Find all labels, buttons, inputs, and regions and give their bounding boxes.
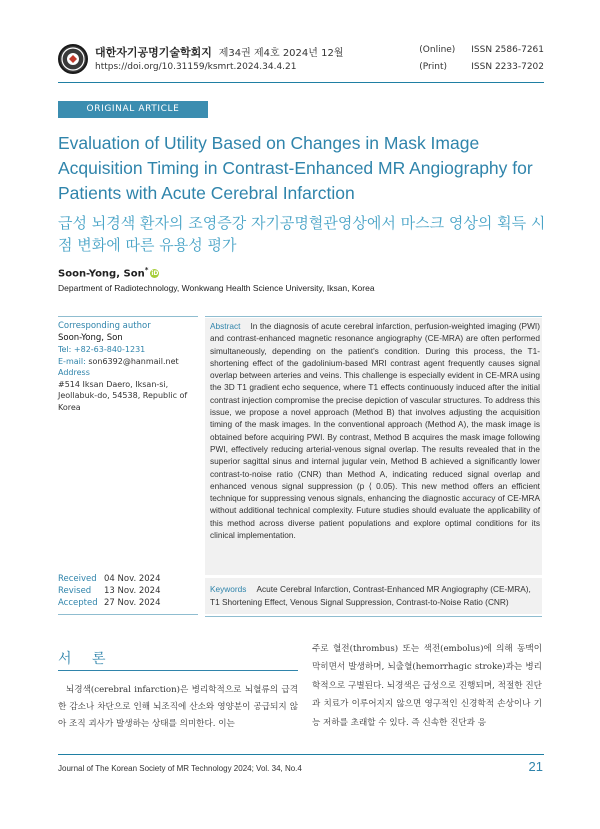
- society-logo: [58, 44, 88, 74]
- date-revised: [58, 585, 160, 597]
- issn-print-tag: (Print): [419, 62, 447, 72]
- header-divider: [58, 82, 544, 83]
- date-received: [58, 573, 160, 585]
- correspondence-heading: Corresponding author: [58, 321, 151, 331]
- page-number: 21: [528, 759, 543, 774]
- keywords-text: Acute Cerebral Infarction, Contrast-Enhanced MR Angiography (CE-MRA), T1 Shortening Effect, Venous Signal Suppression, Contrast-to-Noise Ratio (CNR): [210, 584, 531, 607]
- date-value: 13 Nov. 2024: [104, 586, 161, 596]
- email-value[interactable]: son6392@hanmail.net: [88, 356, 179, 366]
- author-name: Soon-Yong, Son: [58, 268, 145, 280]
- footer-divider: [58, 754, 544, 755]
- abstract-text: In the diagnosis of acute cerebral infarction, perfusion-weighted imaging (PWI) and contrast-enhanced magnetic resonance angiography (CE-MRA) are often performed simultaneously, depending on the patient's condition. During this process, the T1-shortening effect of the gadolinium-based MRI contrast agent frequently causes signal overlap between arteries and veins. This challenge is especially evident in CE-MRA using the 3D T1 gradient echo sequence, where T1 effects continuously induced after the initial contrast injection compromise the precise depiction of vascular structures. To address this issue, we propose a novel approach (Method B) that involves adjusting the acquisition timing of the mask images. In the conventional approach (Method A), the mask image is obtained before acquiring PWI. By contrast, Method B acquires the mask image following PWI, effectively reducing arterial-venous signal overlap. The results revealed that in the superior sagittal sinus and internal jugular vein, Method B achieved a significantly lower contrast-to-noise ratio (CNR) than Method A, indicating reduced signal overlap and enhanced venous signal suppression (p ⟨ 0.05). This new method offers an efficient technique for suppressing venous signals, enhancing the diagnostic accuracy of CE-MRA without additional technical complexity. Future studies should evaluate the applicability of this method across diverse patient populations and explore optimal conditions for its clinical implementation.: [210, 321, 540, 541]
- volume-info: 제34권 제4호 2024년 12월: [218, 48, 344, 59]
- correspondence-block: [58, 321, 196, 413]
- date-label: Received: [58, 574, 97, 584]
- date-value: 27 Nov. 2024: [104, 598, 161, 608]
- side-divider-top: [58, 316, 198, 317]
- corresponding-mark: *: [144, 266, 149, 274]
- correspondence-name: Soon-Yong, Son: [58, 332, 123, 343]
- keywords: [210, 583, 540, 608]
- abstract-divider-top: [205, 316, 542, 317]
- society-logo-icon: [60, 46, 86, 72]
- section-heading: 서 론: [58, 651, 114, 667]
- author-line: [58, 266, 159, 279]
- issn-online-tag: (Online): [419, 45, 456, 55]
- doi-link[interactable]: https://doi.org/10.31159/ksmrt.2024.34.4.21: [95, 62, 297, 72]
- date-label: Revised: [58, 586, 92, 596]
- journal-name: 대한자기공명기술학회지: [95, 46, 212, 59]
- keywords-heading: Keywords: [210, 584, 247, 594]
- abstract: [210, 320, 540, 541]
- abstract-divider-bottom: [205, 616, 542, 617]
- email-label: E-mail:: [58, 356, 86, 366]
- address-value: #514 Iksan Daero, Iksan-si, Jeollabuk-do, 54538, Republic of Korea: [58, 379, 188, 412]
- issn-print-value: ISSN 2233-7202: [471, 62, 544, 72]
- body-text-left: 뇌경색(cerebral infarction)은 병리학적으로 뇌혈류의 급격한 감소나 차단으로 인해 뇌조직에 산소와 영양분이 공급되지 않아 조직 괴사가 발생하는 상태를 의미한다. 이는: [58, 685, 298, 729]
- date-label: Accepted: [58, 598, 98, 608]
- title-english: Evaluation of Utility Based on Changes in Mask Image Acquisition Timing in Contrast-Enhanced MR Angiography for Patients with Acute Cerebral Infarction: [58, 133, 533, 203]
- issn-online: [419, 45, 544, 55]
- orcid-icon[interactable]: iD: [151, 270, 159, 278]
- title-korean: 급성 뇌경색 환자의 조영증강 자기공명혈관영상에서 마스크 영상의 획득 시점 변화에 따른 유용성 평가: [58, 214, 546, 254]
- date-value: 04 Nov. 2024: [104, 574, 161, 584]
- abstract-heading: Abstract: [210, 321, 241, 331]
- affiliation: Department of Radiotechnology, Wonkwang Health Science University, Iksan, Korea: [58, 283, 375, 293]
- address-label: Address: [58, 368, 90, 377]
- journal-title-kr: [95, 44, 344, 60]
- date-accepted: [58, 597, 160, 609]
- issn-online-value: ISSN 2586-7261: [471, 45, 544, 55]
- article-type-badge: ORIGINAL ARTICLE: [58, 101, 208, 118]
- footer-journal: Journal of The Korean Society of MR Technology 2024; Vol. 34, No.4: [58, 764, 302, 773]
- side-divider-bottom: [58, 614, 198, 615]
- body-text-right: 주로 혈전(thrombus) 또는 색전(embolus)에 의해 동맥이 막히면서 발생하며, 뇌출혈(hemorrhagic stroke)과는 병리학적으로 구별된다. 뇌경색은 급성으로 진행되며, 적절한 진단과 치료가 이루어지지 않으면 영구적인 신경학적 손상이나 기능 저하를 초래할 수 있다. 즉 신속한 진단과 응: [312, 644, 542, 728]
- section-divider: [58, 670, 298, 671]
- article-dates: [58, 573, 160, 609]
- correspondence-tel: Tel: +82-63-840-1231: [58, 345, 146, 354]
- issn-print: [419, 62, 544, 72]
